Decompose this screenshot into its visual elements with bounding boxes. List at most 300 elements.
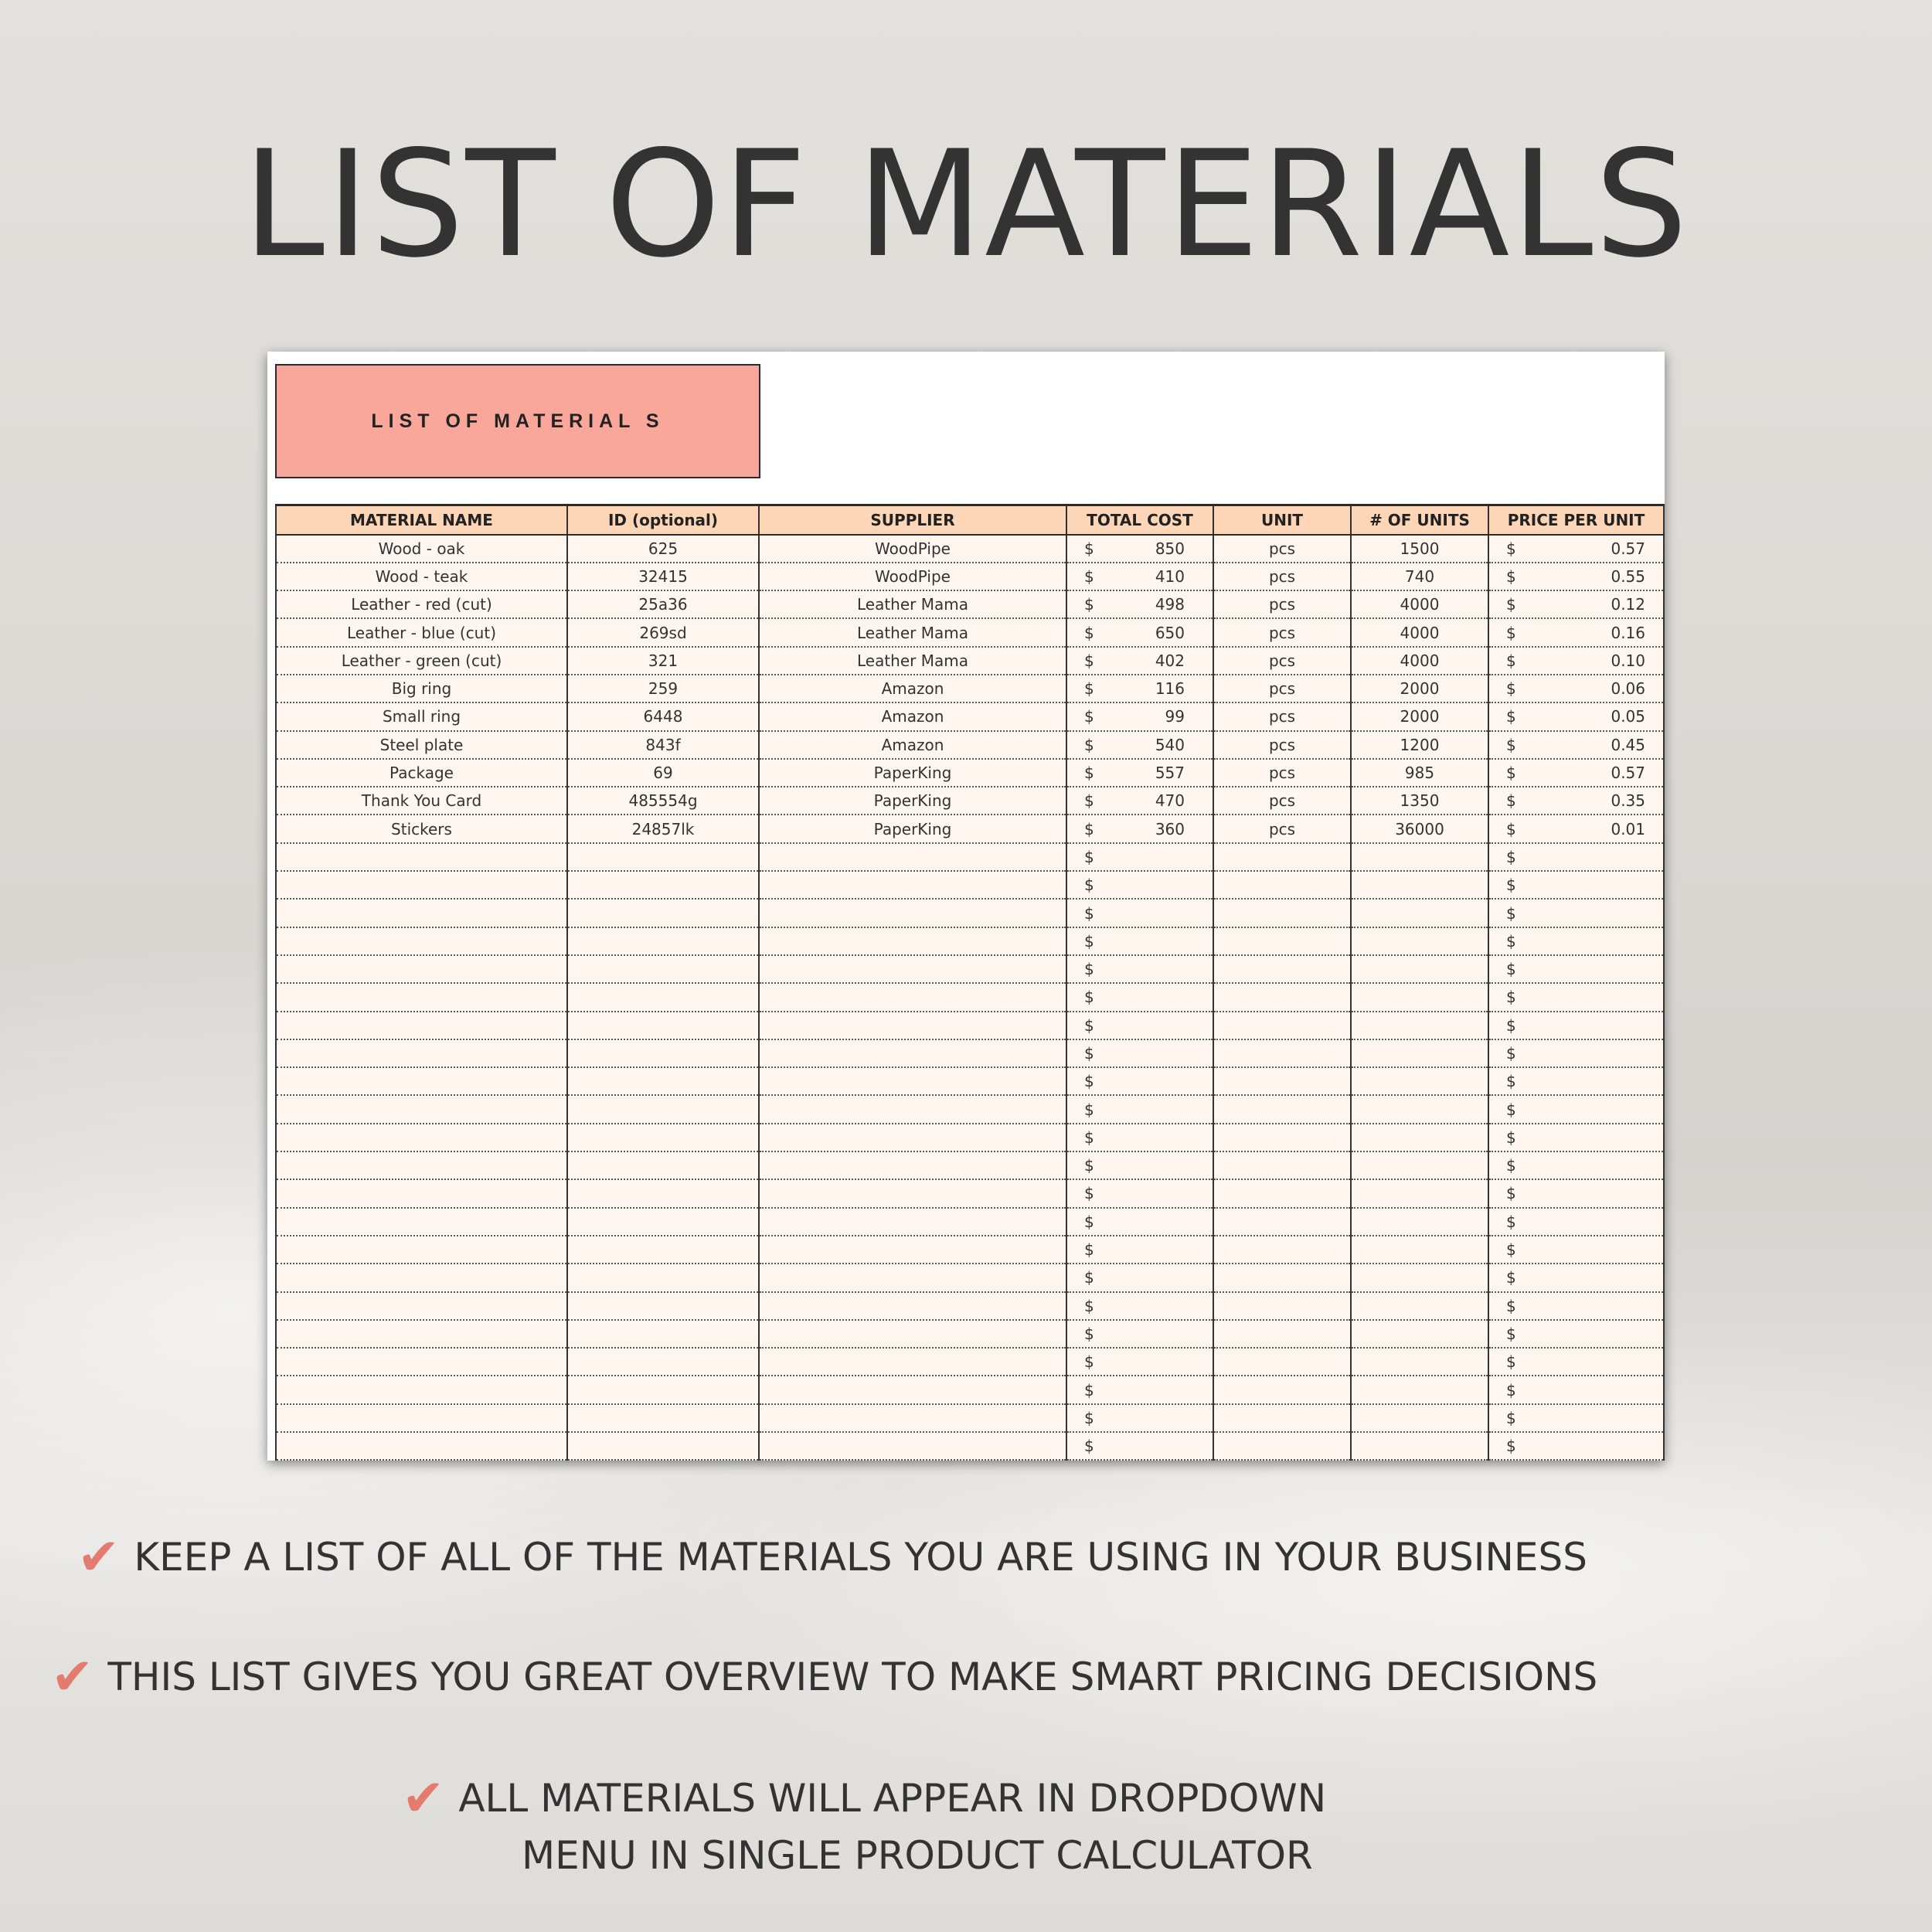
cell-material-name[interactable] [276,1348,567,1376]
cell-material-name[interactable]: Thank You Card [276,787,567,815]
cell-material-name[interactable] [276,871,567,899]
cell-unit[interactable] [1213,1012,1351,1039]
cell-id[interactable] [567,1179,759,1207]
currency-symbol: $ [1084,707,1094,726]
cell-units[interactable]: 1200 [1351,731,1488,759]
cell-supplier[interactable]: WoodPipe [759,563,1066,590]
cell-supplier[interactable] [759,1264,1066,1291]
cell-material-name[interactable] [276,899,567,927]
cell-total-cost[interactable] [1066,1376,1213,1403]
currency-symbol: $ [1084,651,1094,670]
cell-price-per-unit[interactable] [1488,1179,1664,1207]
cell-total-cost[interactable] [1066,1039,1213,1067]
cell-units[interactable] [1351,1179,1488,1207]
table-row [276,590,1664,618]
cell-unit[interactable] [1213,983,1351,1011]
cell-units[interactable] [1351,1432,1488,1460]
cell-id[interactable]: 843f [567,731,759,759]
table-row [276,1067,1664,1095]
cell-supplier[interactable] [759,927,1066,955]
cell-id[interactable] [567,843,759,871]
amount: 0.10 [1611,651,1645,670]
cell-units[interactable] [1351,1348,1488,1376]
cell-units[interactable] [1351,1376,1488,1403]
cell-material-name[interactable] [276,1151,567,1179]
cell-supplier[interactable] [759,1012,1066,1039]
cell-price-per-unit[interactable] [1488,787,1664,815]
cell-price-per-unit[interactable] [1488,899,1664,927]
cell-total-cost[interactable] [1066,1264,1213,1291]
cell-material-name[interactable] [276,1376,567,1403]
cell-supplier[interactable] [759,1151,1066,1179]
cell-supplier[interactable] [759,1432,1066,1460]
cell-unit[interactable]: pcs [1213,759,1351,787]
table-row [276,927,1664,955]
cell-price-per-unit[interactable] [1488,1208,1664,1236]
currency-symbol: $ [1506,1240,1516,1260]
cell-supplier[interactable] [759,843,1066,871]
currency-symbol: $ [1506,1015,1516,1035]
cell-unit[interactable]: pcs [1213,535,1351,563]
currency-symbol: $ [1084,539,1094,558]
cell-units[interactable]: 1500 [1351,535,1488,563]
cell-price-per-unit[interactable] [1488,1236,1664,1264]
cell-total-cost[interactable] [1066,955,1213,983]
cell-total-cost[interactable] [1066,759,1213,787]
cell-material-name[interactable] [276,1264,567,1291]
currency-symbol: $ [1084,876,1094,895]
materials-table [275,504,1665,1461]
currency-symbol: $ [1084,1437,1094,1456]
cell-units[interactable]: 740 [1351,563,1488,590]
cell-supplier[interactable] [759,1320,1066,1348]
cell-units[interactable]: 36000 [1351,815,1488,842]
cell-price-per-unit[interactable] [1488,1264,1664,1291]
currency-symbol: $ [1084,1156,1094,1175]
cell-id[interactable] [567,1208,759,1236]
amount: 402 [1155,651,1185,670]
table-row [276,1012,1664,1039]
cell-units[interactable] [1351,1124,1488,1151]
cell-price-per-unit[interactable] [1488,1292,1664,1320]
cell-total-cost[interactable] [1066,787,1213,815]
cell-total-cost[interactable] [1066,535,1213,563]
cell-units[interactable] [1351,1320,1488,1348]
table-row [276,731,1664,759]
cell-units[interactable] [1351,1404,1488,1432]
cell-supplier[interactable] [759,899,1066,927]
checkmark-icon: ✔ [77,1527,121,1587]
table-row [276,1208,1664,1236]
cell-unit[interactable]: pcs [1213,647,1351,675]
cell-material-name[interactable]: Wood - oak [276,535,567,563]
amount: 410 [1155,566,1185,586]
cell-unit[interactable]: pcs [1213,563,1351,590]
cell-id[interactable] [567,955,759,983]
cell-supplier[interactable]: PaperKing [759,815,1066,842]
table-row [276,1095,1664,1123]
cell-total-cost[interactable] [1066,1151,1213,1179]
table-row [276,759,1664,787]
cell-material-name[interactable] [276,843,567,871]
cell-unit[interactable] [1213,1236,1351,1264]
currency-symbol: $ [1506,1408,1516,1427]
cell-unit[interactable] [1213,1067,1351,1095]
cell-unit[interactable] [1213,1376,1351,1403]
cell-id[interactable] [567,1292,759,1320]
cell-total-cost[interactable] [1066,1124,1213,1151]
cell-material-name[interactable]: Leather - red (cut) [276,590,567,618]
cell-price-per-unit[interactable] [1488,1124,1664,1151]
cell-units[interactable] [1351,843,1488,871]
cell-units[interactable] [1351,927,1488,955]
currency-symbol: $ [1084,1015,1094,1035]
cell-material-name[interactable]: Leather - blue (cut) [276,618,567,646]
cell-id[interactable]: 24857lk [567,815,759,842]
cell-unit[interactable] [1213,843,1351,871]
cell-unit[interactable]: pcs [1213,731,1351,759]
amount: 0.57 [1611,539,1645,558]
cell-unit[interactable]: pcs [1213,590,1351,618]
cell-price-per-unit[interactable] [1488,1039,1664,1067]
cell-total-cost[interactable] [1066,1012,1213,1039]
checkmark-icon: ✔ [402,1768,445,1828]
cell-material-name[interactable] [276,1404,567,1432]
cell-total-cost[interactable] [1066,1404,1213,1432]
cell-units[interactable] [1351,899,1488,927]
currency-symbol: $ [1506,1100,1516,1119]
table-row [276,983,1664,1011]
cell-unit[interactable] [1213,1124,1351,1151]
cell-supplier[interactable]: Leather Mama [759,618,1066,646]
cell-id[interactable] [567,871,759,899]
cell-total-cost[interactable] [1066,1320,1213,1348]
amount: 0.57 [1611,764,1645,783]
cell-id[interactable] [567,1151,759,1179]
cell-price-per-unit[interactable] [1488,618,1664,646]
cell-id[interactable]: 6448 [567,702,759,730]
cell-material-name[interactable]: Wood - teak [276,563,567,590]
table-row [276,1179,1664,1207]
cell-total-cost[interactable] [1066,675,1213,702]
cell-unit[interactable] [1213,1348,1351,1376]
cell-unit[interactable] [1213,1432,1351,1460]
cell-supplier[interactable] [759,1376,1066,1403]
cell-supplier[interactable] [759,1039,1066,1067]
cell-price-per-unit[interactable] [1488,1151,1664,1179]
cell-price-per-unit[interactable] [1488,815,1664,842]
cell-units[interactable] [1351,1039,1488,1067]
cell-id[interactable]: 269sd [567,618,759,646]
sheet-banner [275,364,760,478]
cell-total-cost[interactable] [1066,1208,1213,1236]
amount: 0.55 [1611,566,1645,586]
cell-price-per-unit[interactable] [1488,843,1664,871]
cell-id[interactable] [567,1236,759,1264]
cell-total-cost[interactable] [1066,1292,1213,1320]
cell-material-name[interactable]: Package [276,759,567,787]
cell-units[interactable] [1351,983,1488,1011]
cell-id[interactable] [567,1404,759,1432]
cell-units[interactable] [1351,1067,1488,1095]
currency-symbol: $ [1506,960,1516,979]
cell-material-name[interactable] [276,983,567,1011]
cell-id[interactable] [567,983,759,1011]
amount: 0.45 [1611,735,1645,754]
cell-total-cost[interactable] [1066,1067,1213,1095]
cell-unit[interactable] [1213,1151,1351,1179]
table-row [276,1151,1664,1179]
currency-symbol: $ [1506,1212,1516,1231]
cell-id[interactable] [567,1012,759,1039]
cell-material-name[interactable]: Steel plate [276,731,567,759]
cell-unit[interactable] [1213,871,1351,899]
cell-id[interactable] [567,1432,759,1460]
cell-unit[interactable] [1213,899,1351,927]
cell-total-cost[interactable] [1066,1236,1213,1264]
amount: 99 [1165,707,1185,726]
cell-material-name[interactable] [276,1012,567,1039]
cell-material-name[interactable] [276,1179,567,1207]
currency-symbol: $ [1506,1043,1516,1063]
cell-id[interactable] [567,1348,759,1376]
cell-supplier[interactable] [759,871,1066,899]
currency-symbol: $ [1506,566,1516,586]
table-row [276,843,1664,871]
cell-id[interactable] [567,1124,759,1151]
cell-units[interactable] [1351,1236,1488,1264]
cell-material-name[interactable] [276,1095,567,1123]
amount: 116 [1155,679,1185,699]
cell-supplier[interactable]: Leather Mama [759,647,1066,675]
cell-supplier[interactable]: PaperKing [759,787,1066,815]
currency-symbol: $ [1506,1437,1516,1456]
bullet-text-line2: MENU IN SINGLE PRODUCT CALCULATOR [522,1833,1313,1878]
cell-supplier[interactable] [759,1236,1066,1264]
cell-price-per-unit[interactable] [1488,871,1664,899]
currency-symbol: $ [1084,988,1094,1007]
table-row [276,1432,1664,1460]
cell-supplier[interactable] [759,955,1066,983]
cell-price-per-unit[interactable] [1488,1376,1664,1403]
spreadsheet [267,352,1665,1461]
cell-unit[interactable]: pcs [1213,675,1351,702]
cell-id[interactable] [567,899,759,927]
cell-material-name[interactable] [276,1124,567,1151]
cell-price-per-unit[interactable] [1488,759,1664,787]
cell-units[interactable] [1351,1292,1488,1320]
currency-symbol: $ [1084,847,1094,866]
cell-unit[interactable] [1213,927,1351,955]
cell-total-cost[interactable] [1066,871,1213,899]
cell-id[interactable]: 625 [567,535,759,563]
cell-supplier[interactable]: PaperKing [759,759,1066,787]
cell-material-name[interactable] [276,1208,567,1236]
cell-price-per-unit[interactable] [1488,590,1664,618]
cell-material-name[interactable] [276,1067,567,1095]
cell-units[interactable] [1351,955,1488,983]
cell-unit[interactable] [1213,1264,1351,1291]
cell-supplier[interactable] [759,983,1066,1011]
cell-units[interactable] [1351,1264,1488,1291]
currency-symbol: $ [1506,679,1516,699]
table-row [276,955,1664,983]
cell-price-per-unit[interactable] [1488,731,1664,759]
cell-price-per-unit[interactable] [1488,1067,1664,1095]
cell-units[interactable]: 985 [1351,759,1488,787]
amount: 0.05 [1611,707,1645,726]
cell-id[interactable]: 32415 [567,563,759,590]
cell-id[interactable] [567,1095,759,1123]
currency-symbol: $ [1506,876,1516,895]
cell-unit[interactable] [1213,1208,1351,1236]
sheet-banner-label: LIST OF MATERIAL S [371,410,665,432]
cell-price-per-unit[interactable] [1488,955,1664,983]
cell-unit[interactable]: pcs [1213,815,1351,842]
cell-material-name[interactable] [276,1292,567,1320]
bullet-item [402,1770,1326,1884]
cell-total-cost[interactable] [1066,1095,1213,1123]
cell-supplier[interactable]: WoodPipe [759,535,1066,563]
cell-price-per-unit[interactable] [1488,927,1664,955]
cell-material-name[interactable] [276,1432,567,1460]
cell-id[interactable] [567,1264,759,1291]
table-row [276,535,1664,563]
cell-units[interactable] [1351,1151,1488,1179]
cell-supplier[interactable] [759,1292,1066,1320]
cell-units[interactable]: 2000 [1351,675,1488,702]
cell-total-cost[interactable] [1066,843,1213,871]
currency-symbol: $ [1506,1324,1516,1343]
cell-price-per-unit[interactable] [1488,675,1664,702]
cell-total-cost[interactable] [1066,731,1213,759]
cell-unit[interactable]: pcs [1213,787,1351,815]
cell-unit[interactable]: pcs [1213,702,1351,730]
cell-material-name[interactable] [276,955,567,983]
cell-price-per-unit[interactable] [1488,1320,1664,1348]
cell-supplier[interactable] [759,1067,1066,1095]
cell-units[interactable]: 2000 [1351,702,1488,730]
cell-unit[interactable] [1213,1039,1351,1067]
cell-units[interactable]: 4000 [1351,618,1488,646]
cell-total-cost[interactable] [1066,1179,1213,1207]
table-row [276,1039,1664,1067]
cell-total-cost[interactable] [1066,590,1213,618]
table-row [276,647,1664,675]
cell-total-cost[interactable] [1066,815,1213,842]
cell-price-per-unit[interactable] [1488,1095,1664,1123]
currency-symbol: $ [1084,735,1094,754]
table-row [276,899,1664,927]
cell-units[interactable]: 4000 [1351,647,1488,675]
cell-id[interactable]: 321 [567,647,759,675]
cell-supplier[interactable]: Amazon [759,675,1066,702]
cell-price-per-unit[interactable] [1488,647,1664,675]
currency-symbol: $ [1084,1128,1094,1147]
cell-material-name[interactable]: Big ring [276,675,567,702]
table-row [276,871,1664,899]
cell-id[interactable] [567,1039,759,1067]
cell-unit[interactable] [1213,955,1351,983]
cell-supplier[interactable] [759,1208,1066,1236]
column-header: UNIT [1213,505,1351,535]
cell-units[interactable] [1351,1208,1488,1236]
currency-symbol: $ [1506,595,1516,614]
cell-id[interactable] [567,1067,759,1095]
cell-supplier[interactable] [759,1348,1066,1376]
cell-material-name[interactable]: Small ring [276,702,567,730]
cell-price-per-unit[interactable] [1488,983,1664,1011]
cell-id[interactable]: 259 [567,675,759,702]
cell-price-per-unit[interactable] [1488,1348,1664,1376]
cell-total-cost[interactable] [1066,1348,1213,1376]
cell-id[interactable] [567,1320,759,1348]
cell-unit[interactable] [1213,1179,1351,1207]
cell-total-cost[interactable] [1066,899,1213,927]
cell-supplier[interactable] [759,1404,1066,1432]
cell-units[interactable] [1351,1012,1488,1039]
currency-symbol: $ [1084,1296,1094,1315]
cell-supplier[interactable] [759,1095,1066,1123]
cell-material-name[interactable] [276,1039,567,1067]
cell-material-name[interactable]: Stickers [276,815,567,842]
cell-price-per-unit[interactable] [1488,1012,1664,1039]
cell-units[interactable]: 1350 [1351,787,1488,815]
cell-unit[interactable] [1213,1095,1351,1123]
cell-units[interactable] [1351,1095,1488,1123]
cell-material-name[interactable] [276,1320,567,1348]
cell-total-cost[interactable] [1066,618,1213,646]
cell-id[interactable]: 485554g [567,787,759,815]
cell-total-cost[interactable] [1066,1432,1213,1460]
cell-units[interactable] [1351,871,1488,899]
cell-material-name[interactable] [276,927,567,955]
cell-unit[interactable] [1213,1292,1351,1320]
cell-total-cost[interactable] [1066,927,1213,955]
cell-supplier[interactable]: Amazon [759,731,1066,759]
amount: 0.16 [1611,623,1645,642]
cell-id[interactable] [567,1376,759,1403]
cell-material-name[interactable] [276,1236,567,1264]
cell-units[interactable]: 4000 [1351,590,1488,618]
cell-id[interactable]: 25a36 [567,590,759,618]
cell-price-per-unit[interactable] [1488,1404,1664,1432]
cell-total-cost[interactable] [1066,563,1213,590]
cell-total-cost[interactable] [1066,702,1213,730]
cell-total-cost[interactable] [1066,983,1213,1011]
currency-symbol: $ [1506,1352,1516,1372]
cell-unit[interactable] [1213,1404,1351,1432]
cell-id[interactable]: 69 [567,759,759,787]
cell-total-cost[interactable] [1066,647,1213,675]
cell-supplier[interactable]: Leather Mama [759,590,1066,618]
amount: 0.35 [1611,791,1645,811]
cell-supplier[interactable]: Amazon [759,702,1066,730]
amount: 498 [1155,595,1185,614]
cell-unit[interactable] [1213,1320,1351,1348]
amount: 470 [1155,791,1185,811]
cell-id[interactable] [567,927,759,955]
cell-supplier[interactable] [759,1179,1066,1207]
cell-material-name[interactable]: Leather - green (cut) [276,647,567,675]
cell-price-per-unit[interactable] [1488,1432,1664,1460]
cell-unit[interactable]: pcs [1213,618,1351,646]
cell-price-per-unit[interactable] [1488,535,1664,563]
cell-supplier[interactable] [759,1124,1066,1151]
currency-symbol: $ [1084,1212,1094,1231]
cell-price-per-unit[interactable] [1488,702,1664,730]
cell-price-per-unit[interactable] [1488,563,1664,590]
